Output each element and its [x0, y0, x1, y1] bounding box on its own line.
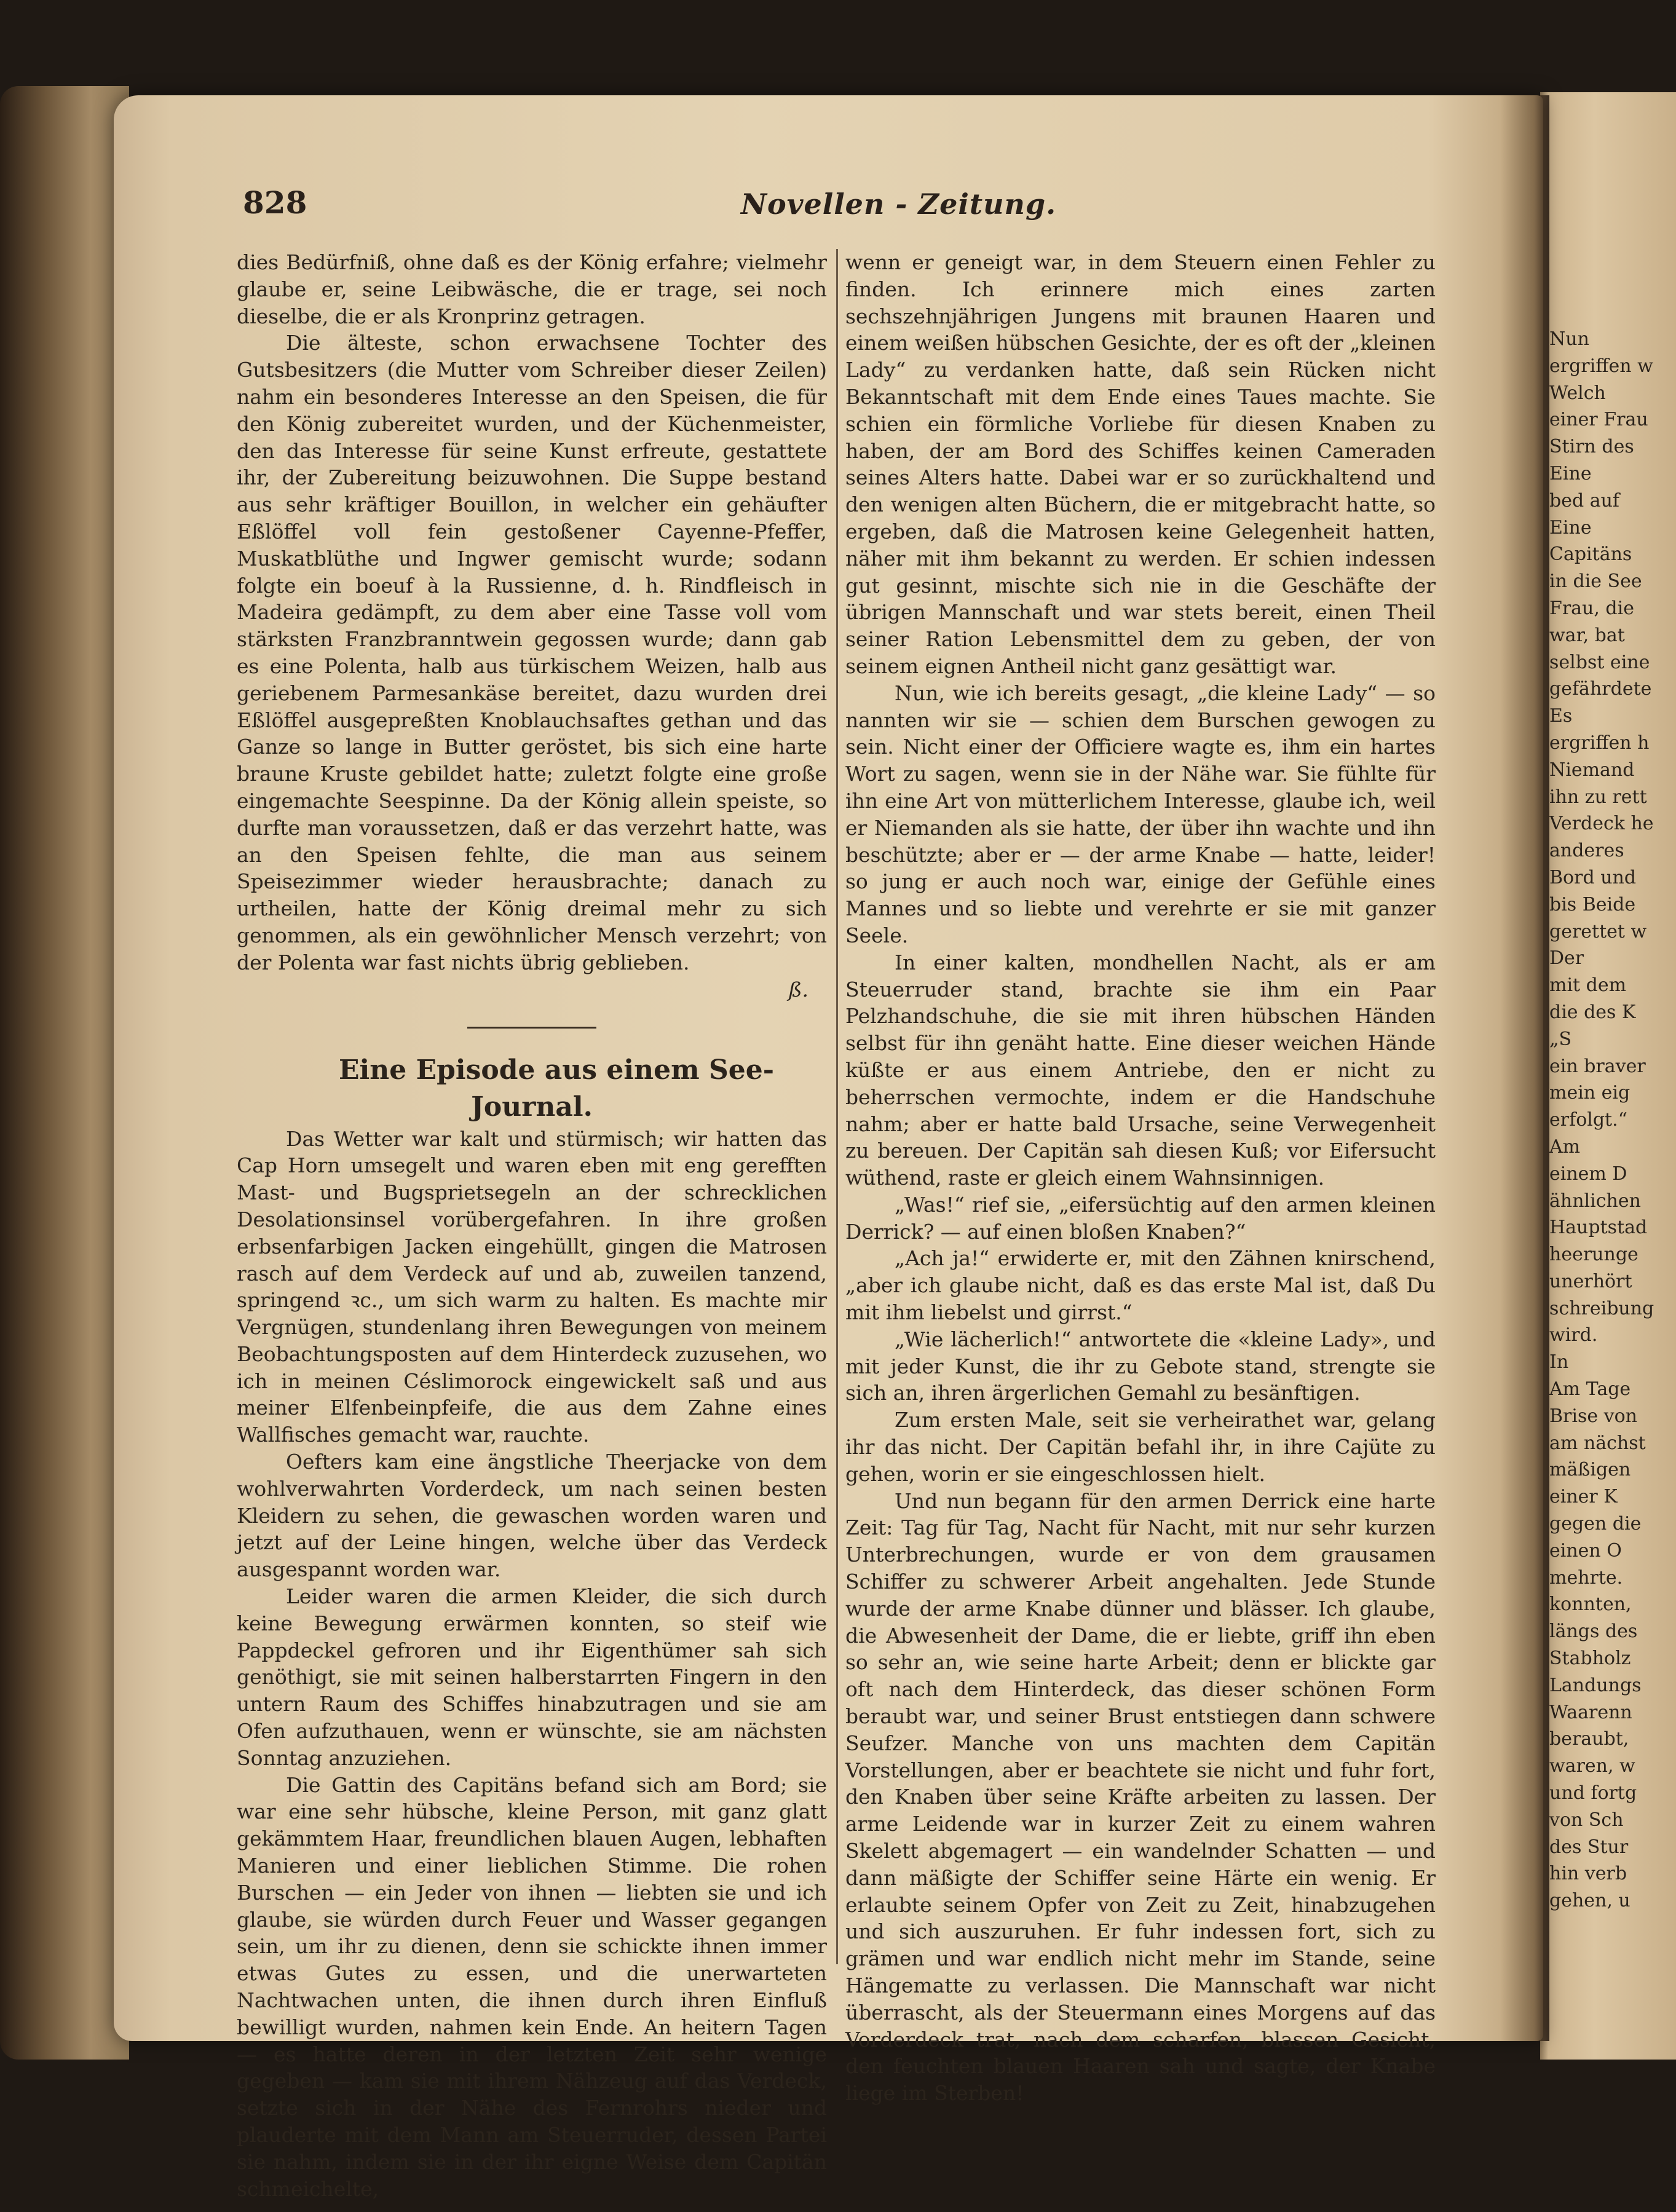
page-gutter-shadow [1500, 95, 1549, 2041]
next-page-line: unerhört [1549, 1270, 1632, 1292]
next-page-line: bis Beide [1549, 893, 1636, 915]
next-page-line: wird. [1549, 1324, 1598, 1346]
next-page-line: ein braver [1549, 1055, 1646, 1077]
next-page-line: Am Tage [1549, 1378, 1631, 1400]
next-page-line: Der [1549, 947, 1584, 970]
next-page-line: Verdeck he [1549, 813, 1654, 835]
next-page-line: Niemand [1549, 759, 1635, 781]
next-page-line: Frau, die [1549, 597, 1634, 619]
paragraph: „Wie lächerlich!“ antwortete die «kleine Lady», und mit jeder Kunst, die ihr zu Gebote stand, strengte sie sich an, ihren ärgerlichen Gemahl zu besänftigen. [845, 1327, 1436, 1405]
next-page-line: einen O [1549, 1539, 1622, 1562]
next-page-line: mehrte. [1549, 1566, 1623, 1589]
next-page-line: Brise von [1549, 1405, 1637, 1427]
next-page-line: gehen, u [1549, 1890, 1631, 1912]
next-page-line: gegen die [1549, 1513, 1642, 1535]
page-header [243, 184, 1436, 240]
next-page-line: Capitäns [1549, 543, 1632, 566]
next-page-line: und fortg [1549, 1782, 1637, 1804]
paragraph: „Was!“ rief sie, „eifersüchtig auf den armen kleinen Derrick? — auf einen bloßen Knaben?“ [845, 1192, 1436, 1244]
next-page-line: einer K [1549, 1486, 1618, 1508]
page-number: 828 [243, 184, 307, 221]
next-page-line: waren, w [1549, 1755, 1635, 1777]
next-page-line: erfolgt.“ [1549, 1109, 1627, 1131]
paragraph: Das Wetter war kalt und stürmisch; wir hatten das Cap Horn umsegelt und waren eben mit eng gerefften Mast- und Bugsprietsegeln an der schrecklichen Desolationsinsel vorübergefahren. In ihre großen erbsenfarbigen Jacken eingehüllt, gingen die Matrosen rasch auf dem Verdeck auf und ab, zuweilen tanzend, springend ꝛc., um sich warm zu halten. Es machte mir Vergnügen, stundenlang ihren Bewegungen von meinem Beobachtungsposten auf dem Hinterdeck zuzusehen, wo ich in meinen Céslimorock eingewickelt saß und aus meiner Elfenbeinpfeife, die aus dem Zahne eines Wallfisches gemacht war, rauchte. [237, 1126, 827, 1447]
paragraph: In einer kalten, mondhellen Nacht, als er am Steuerruder stand, brachte sie ihm ein Paar Pelzhandschuhe, die sie mit ihren hübschen Händen selbst für ihn genäht hatte. Eine dieser weichen Hände küßte er aus einem Antriebe, den er nicht zu beherrschen vermochte, indem er die Handschuhe nahm; aber er hatte bald Ursache, seine Verwegenheit zu bereuen. Der Capitän sah diesen Kuß; vor Eifersucht wüthend, raste er gleich einem Wahnsinnigen. [845, 950, 1436, 1190]
next-page-fragments [1549, 326, 1676, 1914]
paragraph: „Ach ja!“ erwiderte er, mit den Zähnen knirschend, „aber ich glaube nicht, daß es das erste Mal ist, daß Du mit ihm liebelst und girrst.“ [845, 1246, 1436, 1325]
next-page-line: einer Frau [1549, 409, 1648, 431]
next-page-line: Welch [1549, 382, 1606, 404]
next-page-line: Eine [1549, 462, 1592, 484]
next-page-line: die des K [1549, 1001, 1636, 1023]
next-page-line: ergriffen h [1549, 732, 1650, 754]
paragraph: Nun, wie ich bereits gesagt, „die kleine Lady“ — so nannten wir sie — schien dem Burschen gewogen zu sein. Nicht einer der Officiere wagte es, ihm ein hartes Wort zu sagen, wenn sie in der Nähe war. Sie fühlte für ihn eine Art von mütterlichem Interesse, glaube ich, weil er Niemanden als sie hatte, der über ihn wachte und ihn beschützte; aber er — der arme Knabe — hatte, leider! so jung er auch noch war, einige der Gefühle eines Mannes und so liebte und verehrte er sie mit ganzer Seele. [845, 681, 1436, 947]
next-page-line: konnten, [1549, 1594, 1632, 1616]
next-page-line: mein eig [1549, 1082, 1631, 1104]
next-page-line: Es [1549, 705, 1573, 727]
next-page [1540, 92, 1676, 2060]
next-page-line: am nächst [1549, 1432, 1646, 1454]
next-page-line: „S [1549, 1028, 1572, 1050]
paragraph: Die älteste, schon erwachsene Tochter des Gutsbesitzers (die Mutter vom Schreiber dieser Zeilen) nahm ein besonderes Interesse an den Speisen, die für den König zubereitet wurden, und der Küchenmeister, den das Interesse für seine Kunst erfreute, gestattete ihr, der Zubereitung beizuwohnen. Die Suppe bestand aus sehr kräftiger Bouillon, in welcher ein gehäufter Eßlöffel voll fein gestoßener Cayenne-Pfeffer, Muskatblüthe und Ingwer gemischt wurde; sodann folgte ein boeuf à la Russienne, d. h. Rindfleisch in Madeira gedämpft, zu dem aber eine Tasse voll vom stärksten Franzbranntwein gegossen wurde; dann gab es eine Polenta, halb aus türkischem Weizen, halb aus geriebenem Parmesankäse bereitet, dazu wurden drei Eßlöffel ausgepreßten Knoblauchsaftes gethan und das Ganze so lange in Butter geröstet, bis sich eine harte braune Kruste gebildet hatte; zuletzt folgte eine große eingemachte Seespinne. Da der König allein speiste, so durfte man voraussetzen, daß er das verzehrt hatte, was an den Speisen fehlte, die man aus seinem Speisezimmer wieder herausbrachte; danach zu urtheilen, hatte der König dreimal mehr zu sich genommen, als ein gewöhnlicher Mensch verzehrt; von der Polenta war fast nichts übrig geblieben. [237, 331, 827, 974]
next-page-line: gefährdete [1549, 678, 1652, 700]
next-page-line: Waarenn [1549, 1701, 1632, 1723]
book-edge-left [0, 86, 129, 2060]
section-title: Eine Episode aus einem See-Journal. [339, 1054, 774, 1123]
next-page-line: in die See [1549, 571, 1642, 593]
next-page-line: des Stur [1549, 1836, 1629, 1858]
paragraph: Und nun begann für den armen Derrick eine harte Zeit: Tag für Tag, Nacht für Nacht, mit nur sehr kurzen Unterbrechungen, wurde er von dem grausamen Schiffer zu schwerer Arbeit angehalten. Jede Stunde wurde der arme Knabe dünner und blässer. Ich glaube, die Abwesenheit der Dame, die er liebte, griff ihn eben so sehr an, wie seine harte Arbeit; denn er blickte gar oft nach dem Hinterdeck, das dieser schönen Form beraubt war, und seiner Brust entstiegen dann schwere Seufzer. Manche von uns machten dem Capitän Vorstellungen, aber er beachtete sie nicht und fuhr fort, den Knaben über seine Kräfte arbeiten zu lassen. Der arme Leidende war in kurzer Zeit zu einem wahren Skelett abgemagert — ein wandelnder Schatten — und dann mäßigte der Schiffer seine Härte ein wenig. Er erlaubte seinem Opfer von Zeit zu Zeit, hinabzugehen und sich auszuruhen. Er fuhr indessen fort, sich zu grämen und war endlich nicht mehr im Stande, seine Hängematte zu verlassen. Die Mannschaft war nicht überrascht, als der Steuermann eines Morgens auf das Vorderdeck trat, nach dem scharfen, blassen Gesicht, den feuchten blauen Haaren sah und sagte, der Knabe liege im Sterben! [845, 1488, 1436, 2106]
column-divider [836, 249, 838, 1964]
next-page-line: hin verb [1549, 1863, 1627, 1885]
next-page-line: Am [1549, 1136, 1581, 1158]
next-page-line: beraubt, [1549, 1728, 1629, 1750]
next-page-line: einem D [1549, 1163, 1627, 1185]
section-divider-rule [467, 1027, 596, 1029]
next-page-line: mit dem [1549, 974, 1627, 997]
paragraph: Zum ersten Male, seit sie verheirathet war, gelang ihr das nicht. Der Capitän befahl ihr, in ihre Cajüte zu gehen, worin er sie eingeschlossen hielt. [845, 1408, 1436, 1486]
next-page-line: anderes [1549, 840, 1624, 862]
paragraph: Oefters kam eine ängstliche Theerjacke von dem wohlverwahrten Vorderdeck, um nach seinen besten Kleidern zu sehen, die gewaschen worden waren und jetzt auf der Leine hingen, welche über das Verdeck ausgespannt worden war. [237, 1450, 827, 1582]
next-page-line: Stirn des [1549, 436, 1634, 458]
signature: ß. [788, 977, 808, 1001]
paragraph: wenn er geneigt war, in dem Steuern einen Fehler zu finden. Ich erinnere mich eines zarten sechszehnjährigen Jungens mit braunen Haaren und einem weißen hübschen Gesichte, der es oft der „kleinen Lady“ zu verdanken hatte, daß sein Rücken nicht Bekanntschaft mit dem Ende eines Taues machte. Sie schien ein förmliche Vorliebe für diesen Knaben zu haben, der am Bord des Schiffes keinen Cameraden seines Alters hatte. Dabei war er so zurückhaltend und den wenigen alten Büchern, die er mitgebracht hatte, so ergeben, daß die Matrosen keine Gelegenheit hatten, näher mit ihm bekannt zu werden. Er schien indessen gut gesinnt, mischte sich nie in die Geschäfte der übrigen Mannschaft und war stets bereit, einen Theil seiner Ration Lebensmittel dem zu geben, der von seinem eignen Antheil nicht ganz gesättigt war. [845, 250, 1436, 678]
paragraph: dies Bedürfniß, ohne daß es der König erfahre; vielmehr glaube er, seine Leibwäsche, die er trage, sei noch dieselbe, die er als Kronprinz getragen. [237, 250, 827, 328]
next-page-line: In [1549, 1351, 1569, 1373]
next-page-line: von Sch [1549, 1809, 1624, 1831]
next-page-line: ergriffen w [1549, 355, 1653, 377]
next-page-line: ähnlichen [1549, 1190, 1641, 1212]
running-title: Novellen - Zeitung. [741, 188, 1057, 221]
next-page-line: mäßigen [1549, 1459, 1631, 1481]
next-page-line: bed auf [1549, 489, 1620, 512]
next-page-line: schreibung [1549, 1297, 1654, 1319]
next-page-line: ihn zu rett [1549, 786, 1647, 808]
paragraph: Die Gattin des Capitäns befand sich am Bord; sie war eine sehr hübsche, kleine Person, mit ganz glatt gekämmtem Haar, freundlichen blauen Augen, lebhaften Manieren und einer lieblichen Stimme. Die rohen Burschen — ein Jeder von ihnen — liebten sie und ich glaube, sie würden durch Feuer und Wasser gegangen sein, um ihr zu dienen, denn sie schickte ihnen immer etwas Gutes zu essen, und die unerwarteten Nachtwachen unten, die ihnen durch ihren Einfluß bewilligt wurden, nahmen kein Ende. An heitern Tagen — es hatte deren in der letzten Zeit sehr wenige gegeben — kam sie mit ihrem Nähzeug auf das Verdeck, setzte sich in der Nähe des Fernrohrs nieder und plauderte mit dem Mann am Steuerruder, dessen Partei sie nahm, indem sie in der ihr eigne Weise dem Capitän schmeichelte, [237, 1772, 827, 2201]
next-page-line: selbst eine [1549, 651, 1650, 673]
next-page-line: längs des [1549, 1621, 1638, 1643]
paragraph: Leider waren die armen Kleider, die sich durch keine Bewegung erwärmen konnten, so steif wie Pappdeckel gefroren und ihr Eigenthümer sah sich genöthigt, sie mit seinen halberstarrten Fingern in den untern Raum des Schiffes hinabzutragen und sie am Ofen aufzuthauen, wenn er wünschte, sie am nächsten Sonntag anzuziehen. [237, 1584, 827, 1770]
next-page-line: Bord und [1549, 866, 1637, 888]
right-column [845, 249, 1436, 2107]
next-page-line: Landungs [1549, 1674, 1642, 1696]
next-page-line: heerunge [1549, 1244, 1638, 1266]
next-page-line: war, bat [1549, 624, 1625, 646]
next-page-line: Eine [1549, 516, 1592, 539]
next-page-line: Nun [1549, 328, 1589, 350]
next-page-line: Stabholz [1549, 1648, 1631, 1670]
next-page-line: gerettet w [1549, 920, 1647, 942]
left-column [237, 249, 827, 2202]
next-page-line: Hauptstad [1549, 1217, 1648, 1239]
